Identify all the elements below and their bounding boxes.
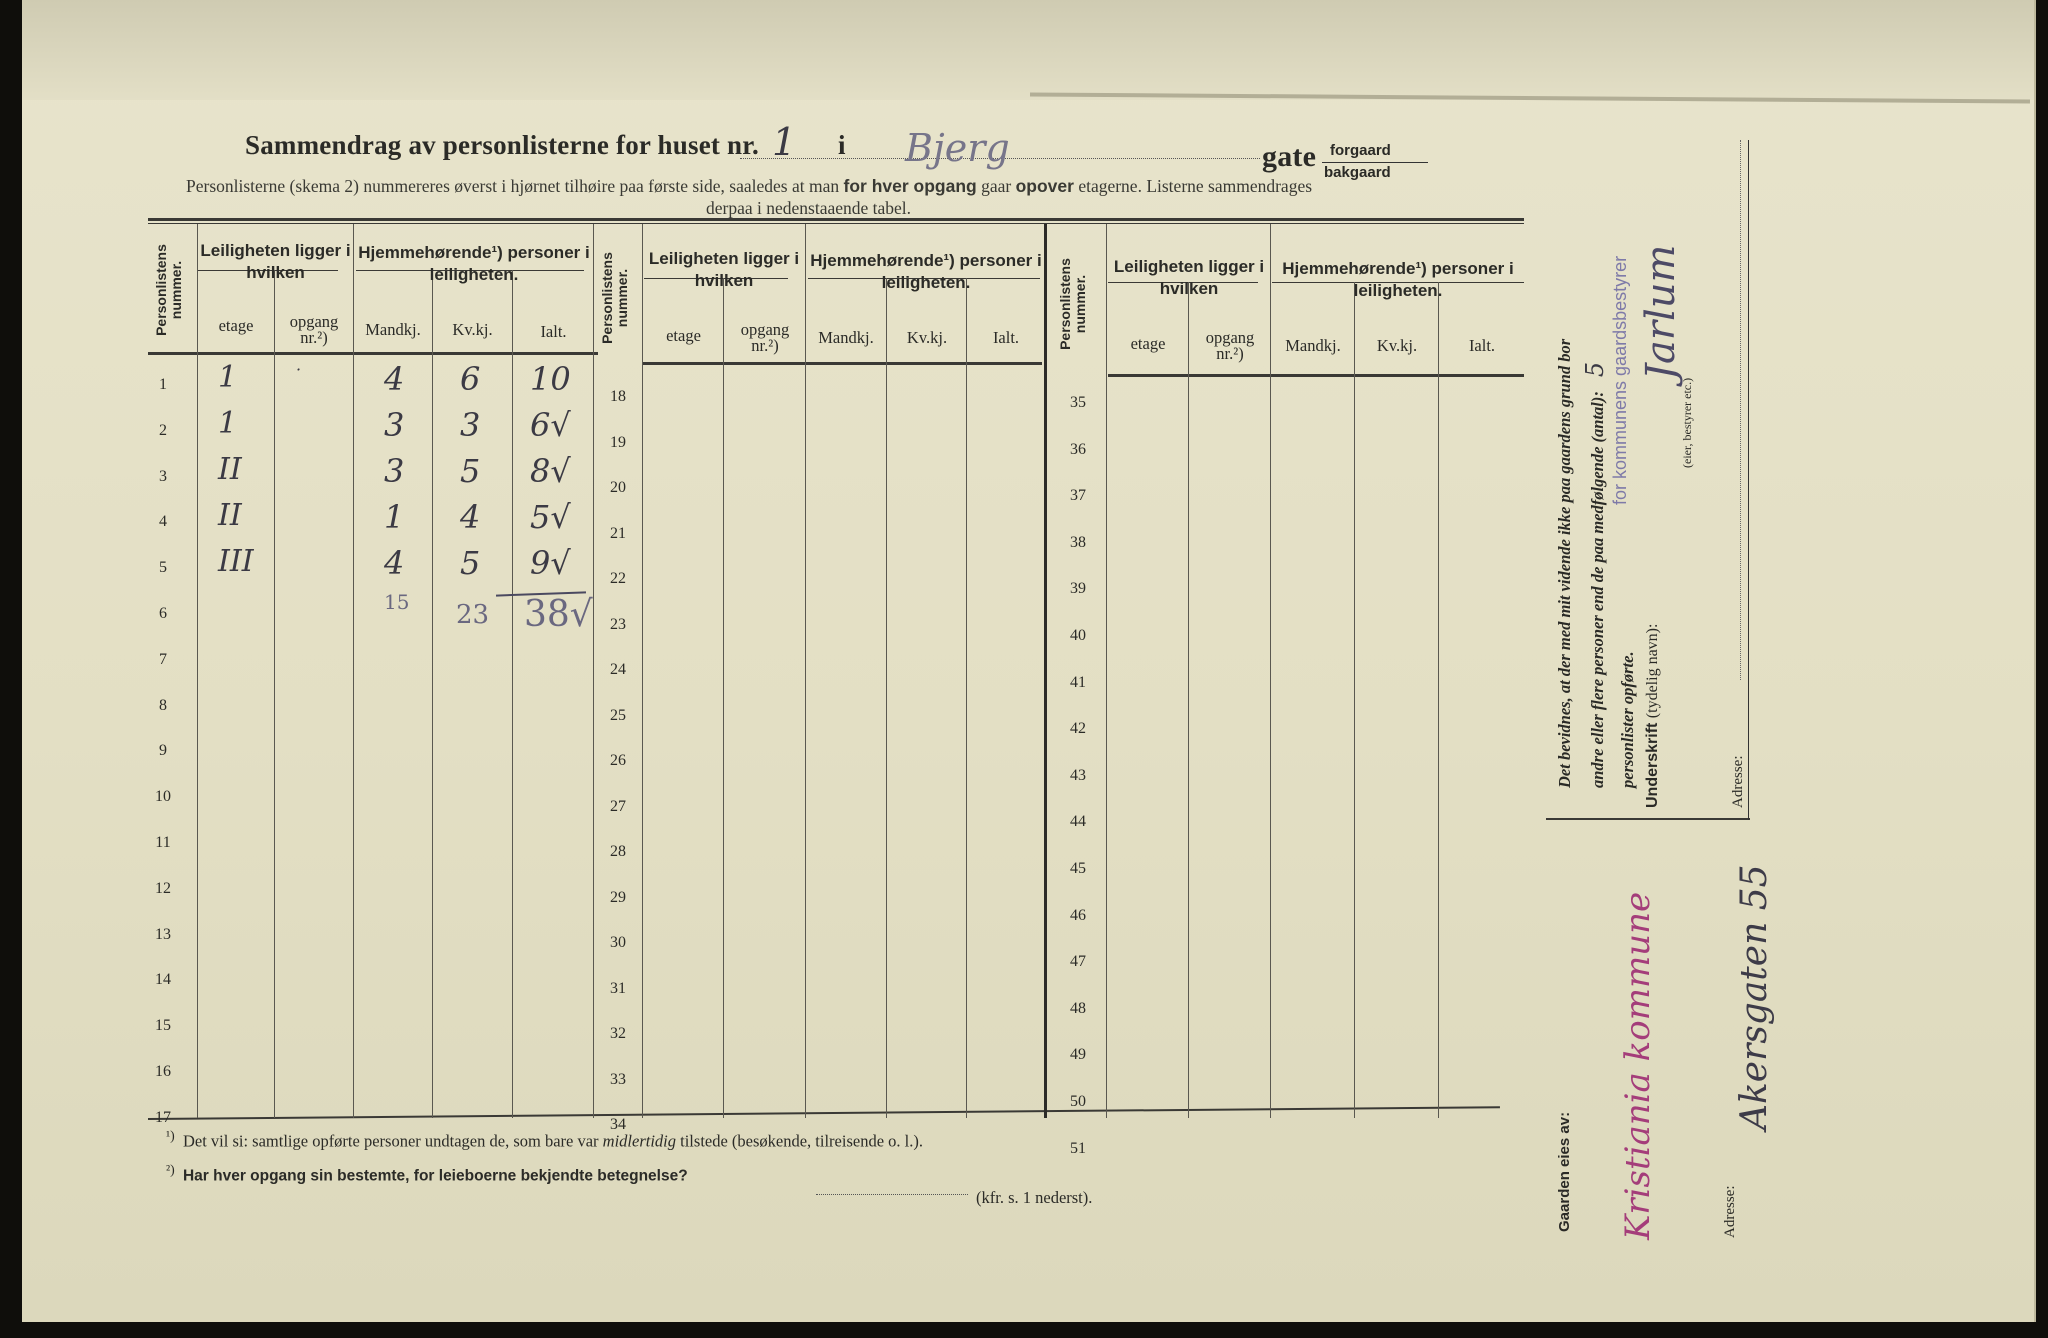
hdr-etage-2: etage xyxy=(666,326,701,345)
hdr-bottom-rule-3 xyxy=(1108,374,1524,377)
hdr-hjemmehorende-3: Hjemmehørende¹) personer i leiligheten. xyxy=(1282,259,1514,300)
row-number: 14 xyxy=(155,971,171,989)
hdr-kvkj-1: Kv.kj. xyxy=(452,320,493,339)
total-kvkj: 23 xyxy=(456,600,490,630)
hdr-ialt-1: Ialt. xyxy=(540,322,567,341)
row-number: 28 xyxy=(610,843,626,860)
entry-etage: 1 xyxy=(218,360,238,395)
entry-kvkj: 3 xyxy=(460,406,481,444)
entry-mandkj: 4 xyxy=(384,544,405,582)
table-top-rule-2 xyxy=(148,223,1524,224)
footnote-2 xyxy=(166,1162,688,1186)
row-number: 20 xyxy=(610,479,626,496)
row-number: 45 xyxy=(1070,860,1086,877)
underskrift-label: Underskrift (tydelig navn): xyxy=(1644,623,1661,808)
vline xyxy=(1354,282,1355,1118)
instructions-part-e: etagerne. Listerne sammendrages xyxy=(1078,176,1313,196)
fn2-mark: ²) xyxy=(166,1162,175,1177)
hdr-mandkj-3: Mandkj. xyxy=(1285,336,1341,355)
hdr-opgang-1: opgang nr.²) xyxy=(289,312,339,347)
row-number: 50 xyxy=(1070,1093,1086,1110)
row-number: 8 xyxy=(159,696,167,714)
entry-etage: III xyxy=(218,544,254,579)
fn1-text-b: midlertidig xyxy=(602,1131,677,1151)
gaarden-eies-av-label: Gaarden eies av: xyxy=(1556,1111,1573,1232)
entry-kvkj: 5 xyxy=(460,544,481,582)
entry-mandkj: 3 xyxy=(384,406,405,444)
row-number: 17 xyxy=(155,1108,171,1126)
row-number: 2 xyxy=(159,421,167,439)
signature: Jarlum xyxy=(1638,244,1684,380)
gaard-divider xyxy=(1322,162,1428,163)
row-number: 24 xyxy=(610,661,626,678)
entry-etage: II xyxy=(218,452,242,487)
vline xyxy=(1270,224,1271,1118)
row-number: 3 xyxy=(159,467,167,485)
stamp-text: for kommunens gaardsbestyrer xyxy=(1610,255,1630,505)
declaration-line-2: andre eller flere personer end de paa medfølgende (antal):5 xyxy=(1581,361,1609,788)
adresse-label-1: Adresse: xyxy=(1730,755,1746,808)
row-number: 37 xyxy=(1070,487,1086,505)
entry-kvkj: 6 xyxy=(460,360,481,398)
hdr-ialt-2: Ialt. xyxy=(992,328,1020,347)
hdr-hjemmehorende-1: Hjemmehørende¹) personer i leiligheten. xyxy=(358,243,590,284)
row-number: 39 xyxy=(1070,580,1086,598)
row-number: 13 xyxy=(155,925,171,943)
adresse-label-2: Adresse: xyxy=(1722,1185,1738,1238)
row-number: 19 xyxy=(610,433,626,451)
footnote-1 xyxy=(166,1128,923,1152)
entry-mandkj: 4 xyxy=(384,360,405,398)
row-number: 16 xyxy=(155,1063,171,1080)
total-mandkj: 15 xyxy=(384,590,410,614)
vline xyxy=(1188,282,1189,1118)
instructions-part-c: gaar xyxy=(981,176,1012,196)
row-number: 15 xyxy=(155,1017,171,1035)
hdr-etage-3: etage xyxy=(1130,334,1166,353)
row-number: 35 xyxy=(1070,394,1086,411)
row-number: 12 xyxy=(155,879,171,897)
entry-ialt: 9√ xyxy=(530,544,571,582)
declaration-count: 5 xyxy=(1581,361,1609,378)
row-number: 44 xyxy=(1070,813,1086,831)
fn1-text-a: Det vil si: samtlige opførte personer undtagen de, som bare var xyxy=(182,1131,599,1151)
hdr-bottom-rule-1 xyxy=(148,352,598,355)
entry-mandkj: 1 xyxy=(384,498,405,536)
row-number: 25 xyxy=(610,706,626,724)
row-number: 26 xyxy=(610,752,626,769)
entry-etage: II xyxy=(218,498,242,533)
row-number: 29 xyxy=(610,888,626,906)
row-number: 23 xyxy=(610,615,626,633)
row-number: 32 xyxy=(610,1025,626,1042)
eier-label: (eier, bestyrer etc.) xyxy=(1680,377,1694,468)
entry-ialt: 8√ xyxy=(530,452,571,490)
hdr-mandkj-1: Mandkj. xyxy=(365,320,421,339)
gate-label: gate xyxy=(1262,140,1317,173)
fn2-ref: (kfr. s. 1 nederst). xyxy=(976,1188,1093,1207)
row-number: 42 xyxy=(1070,720,1086,738)
entry-kvkj: 4 xyxy=(460,498,481,536)
hdr-leiligheten-3: Leiligheten ligger i hvilken xyxy=(1113,257,1265,298)
row-number: 31 xyxy=(610,979,626,997)
title-i: i xyxy=(838,130,846,160)
row-number: 51 xyxy=(1070,1139,1086,1157)
row-number: 43 xyxy=(1070,766,1086,784)
hdr-leiligheten-2: Leiligheten ligger i hvilken xyxy=(648,249,800,290)
adresse-dotted xyxy=(1740,140,1742,680)
vline xyxy=(805,224,806,1118)
declaration-line-3: personlister opførte. xyxy=(1618,651,1637,788)
row-number: 18 xyxy=(610,388,626,405)
row-number: 9 xyxy=(159,742,167,760)
entry-etage: 1 xyxy=(218,406,238,441)
row-number: 10 xyxy=(155,788,171,806)
vline xyxy=(432,270,433,1118)
hdr-kvkj-2: Kv.kj. xyxy=(906,328,948,347)
entry-ialt: 5√ xyxy=(530,498,571,536)
row-number: 41 xyxy=(1070,673,1086,691)
street-name: Bjerg xyxy=(905,126,1010,170)
row-number: 36 xyxy=(1070,440,1086,458)
vline xyxy=(1106,224,1107,1118)
row-number: 40 xyxy=(1070,627,1086,644)
hdr-etage-1: etage xyxy=(218,316,254,335)
hdr-bottom-rule-2 xyxy=(642,362,1042,365)
vline xyxy=(197,224,198,1118)
vline xyxy=(274,270,275,1118)
hdr-ialt-3: Ialt. xyxy=(1468,336,1496,355)
total-ialt: 38√ xyxy=(524,594,593,635)
vline xyxy=(966,278,967,1118)
table-bottom-rule xyxy=(148,1106,1500,1120)
vline xyxy=(723,278,724,1118)
owner-name: Kristiania kommune xyxy=(1618,891,1658,1240)
row-number: 38 xyxy=(1070,533,1086,551)
row-number: 7 xyxy=(159,650,167,668)
bakgaard-label: bakgaard xyxy=(1324,164,1391,181)
hdr-opgang-3: opgang nr.²) xyxy=(1205,328,1255,363)
hdr-opgang-2: opgang nr.²) xyxy=(740,320,790,355)
instructions-part-a: Personlisterne (skema 2) nummereres øverst i hjørnet tilhøire paa første side, saaledes at man xyxy=(186,176,840,196)
instructions-line1 xyxy=(186,176,1312,197)
hdr-hjemmehorende-2: Hjemmehørende¹) personer i leiligheten. xyxy=(810,251,1042,292)
owner-address: Akersgaten 55 xyxy=(1734,864,1775,1130)
row-number: 22 xyxy=(610,570,626,587)
declaration-line-1: Det bevidnes, at der med mit vidende ikke paa gaardens grund bor xyxy=(1555,338,1574,788)
hdr-kvkj-3: Kv.kj. xyxy=(1376,336,1418,355)
fn2-text: Har hver opgang sin bestemte, for leieboerne bekjendte betegnelse? xyxy=(182,1167,688,1185)
side-divider xyxy=(1546,818,1750,820)
vline xyxy=(512,270,513,1118)
vline xyxy=(886,278,887,1118)
hdr-personlistens-3: Personlistens nummer. xyxy=(1057,258,1088,350)
forgaard-label: forgaard xyxy=(1330,142,1391,159)
form-title: Sammendrag av personlisterne for huset nr. xyxy=(245,130,759,160)
row-number: 49 xyxy=(1070,1046,1086,1064)
row-number: 34 xyxy=(610,1116,626,1133)
instructions-part-b: for hver opgang xyxy=(843,176,977,196)
entry-ialt: 6√ xyxy=(530,406,571,444)
hdr-mandkj-2: Mandkj. xyxy=(818,328,874,347)
hdr-personlistens-2: Personlistens nummer. xyxy=(599,252,630,344)
entry-mandkj: 3 xyxy=(384,452,405,490)
instructions-line2: derpaa i nedenstaaende tabel. xyxy=(706,198,912,218)
vline xyxy=(353,224,354,1118)
vline xyxy=(593,224,594,1118)
row-number: 48 xyxy=(1070,999,1086,1017)
row-number: 1 xyxy=(159,376,167,393)
vline-heavy xyxy=(1044,224,1047,1118)
entry-ialt: 10 xyxy=(530,360,571,398)
row-number: 46 xyxy=(1070,906,1086,924)
entry-kvkj: 5 xyxy=(460,452,481,490)
row-number: 30 xyxy=(610,934,626,951)
entry-opgang: · xyxy=(296,360,302,379)
row-number: 21 xyxy=(610,524,626,542)
tydelig-navn-label: (tydelig navn): xyxy=(1644,623,1661,719)
row-number: 4 xyxy=(159,513,167,531)
row-number: 5 xyxy=(159,559,167,577)
row-number: 11 xyxy=(155,834,171,851)
hdr-leiligheten-1: Leiligheten ligger i hvilken xyxy=(200,241,351,282)
vline xyxy=(642,224,643,1118)
row-number: 33 xyxy=(610,1070,626,1088)
table-top-rule xyxy=(148,218,1524,221)
hdr-personlistens-1: Personlistens nummer. xyxy=(153,244,184,336)
house-number: 1 xyxy=(772,120,797,164)
fn1-mark: ¹) xyxy=(166,1128,175,1143)
row-number: 47 xyxy=(1070,953,1086,971)
instructions-part-d: opover xyxy=(1015,176,1074,196)
fn1-text-c: tilstede (besøkende, tilreisende o. l.). xyxy=(680,1131,923,1151)
paper-top-edge xyxy=(22,0,2034,100)
side-vline xyxy=(1748,140,1749,820)
row-number: 6 xyxy=(159,605,167,622)
row-number: 27 xyxy=(610,797,626,815)
fn2-dotted-line xyxy=(816,1194,968,1195)
vline xyxy=(1438,282,1439,1118)
